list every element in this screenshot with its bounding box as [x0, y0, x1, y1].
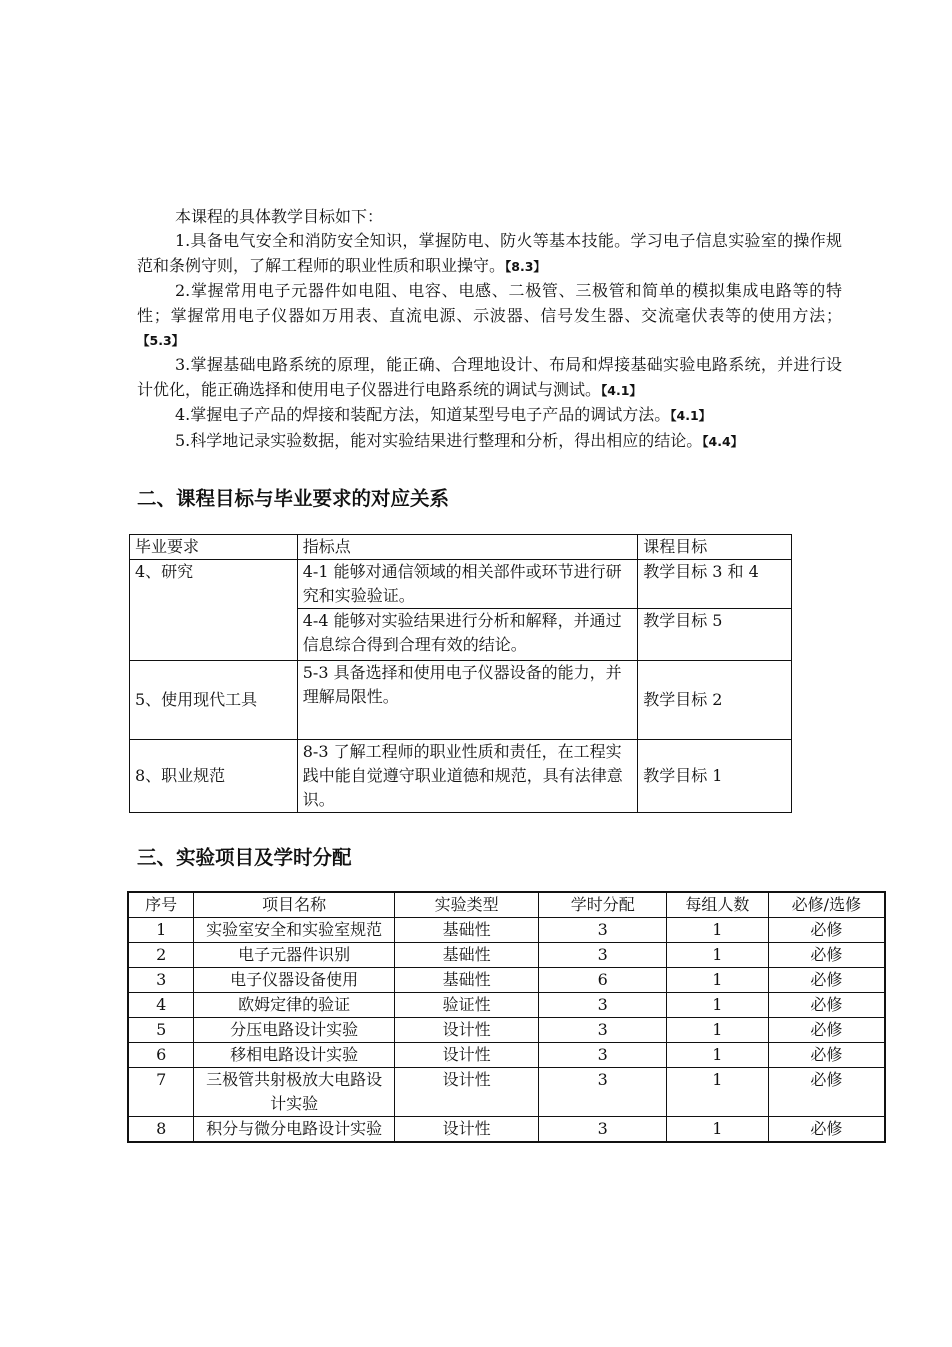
header-cell: 学时分配	[539, 892, 667, 918]
table-row	[130, 661, 792, 740]
header-cell: 项目名称	[194, 892, 394, 918]
table-row	[128, 993, 885, 1018]
table-row	[130, 560, 792, 609]
hours-cell: 3	[539, 943, 667, 968]
goal-5	[137, 429, 842, 454]
goal-text: 5.科学地记录实验数据，能对实验结果进行整理和分析，得出相应的结论。	[175, 430, 703, 450]
type-cell: 设计性	[394, 1068, 539, 1117]
hours-cell: 3	[539, 918, 667, 943]
type-cell: 设计性	[394, 1018, 539, 1043]
table-header-row	[130, 535, 792, 560]
header-cell: 指标点	[297, 535, 637, 560]
goal-text: 2.掌握常用电子元器件如电阻、电容、电感、二极管、三极管和简单的模拟集成电路等的特性；掌握常用电子仪器如万用表、直流电源、示波器、信号发生器、交流毫伏表等的使用方法；	[137, 281, 842, 325]
group-size-cell: 1	[667, 968, 769, 993]
project-name-cell: 三极管共射极放大电路设计实验	[194, 1068, 394, 1117]
table-row	[128, 1043, 885, 1068]
table-header-row	[128, 892, 885, 918]
index-cell: 5	[128, 1018, 194, 1043]
header-cell: 序号	[128, 892, 194, 918]
goal-tag: 【4.4】	[702, 433, 744, 449]
required-cell: 必修	[768, 943, 885, 968]
goal-tag: 【5.3】	[137, 333, 185, 349]
table-row	[128, 1117, 885, 1143]
requirement-cell: 8、职业规范	[130, 740, 298, 813]
goal-cell: 教学目标 2	[638, 661, 792, 740]
goal-tag: 【8.3】	[505, 258, 546, 274]
group-size-cell: 1	[667, 1043, 769, 1068]
table-row	[128, 918, 885, 943]
goal-3	[137, 353, 842, 403]
requirements-table	[129, 534, 792, 813]
header-cell: 必修/选修	[768, 892, 885, 918]
project-name-cell: 电子仪器设备使用	[194, 968, 394, 993]
goal-cell: 教学目标 1	[638, 740, 792, 813]
goal-text: 1.具备电气安全和消防安全知识，掌握防电、防火等基本技能。学习电子信息实验室的操作规范和条例守则，了解工程师的职业性质和职业操守。	[137, 231, 842, 275]
required-cell: 必修	[768, 1043, 885, 1068]
hours-cell: 3	[539, 1043, 667, 1068]
required-cell: 必修	[768, 1068, 885, 1117]
index-cell: 2	[128, 943, 194, 968]
index-cell: 1	[128, 918, 194, 943]
type-cell: 基础性	[394, 918, 539, 943]
index-cell: 4	[128, 993, 194, 1018]
experiments-table	[127, 891, 886, 1143]
project-name-cell: 电子元器件识别	[194, 943, 394, 968]
header-cell: 毕业要求	[130, 535, 298, 560]
required-cell: 必修	[768, 968, 885, 993]
project-name-cell: 分压电路设计实验	[194, 1018, 394, 1043]
goal-cell: 教学目标 3 和 4	[638, 560, 792, 609]
index-cell: 6	[128, 1043, 194, 1068]
hours-cell: 3	[539, 993, 667, 1018]
requirement-cell: 4、研究	[130, 560, 298, 661]
table-row	[128, 1018, 885, 1043]
type-cell: 基础性	[394, 968, 539, 993]
index-cell: 7	[128, 1068, 194, 1117]
header-cell: 每组人数	[667, 892, 769, 918]
table-row	[128, 968, 885, 993]
index-cell: 3	[128, 968, 194, 993]
indicator-cell: 4-4 能够对实验结果进行分析和解释，并通过信息综合得到合理有效的结论。	[297, 609, 637, 661]
index-cell: 8	[128, 1117, 194, 1143]
indicator-cell: 5-3 具备选择和使用电子仪器设备的能力，并理解局限性。	[297, 661, 637, 740]
hours-cell: 3	[539, 1068, 667, 1117]
header-cell: 课程目标	[638, 535, 792, 560]
header-cell: 实验类型	[394, 892, 539, 918]
table-row	[128, 1068, 885, 1117]
indicator-cell: 4-1 能够对通信领域的相关部件或环节进行研究和实验验证。	[297, 560, 637, 609]
table-row	[128, 943, 885, 968]
required-cell: 必修	[768, 918, 885, 943]
type-cell: 基础性	[394, 943, 539, 968]
required-cell: 必修	[768, 1117, 885, 1143]
project-name-cell: 实验室安全和实验室规范	[194, 918, 394, 943]
hours-cell: 6	[539, 968, 667, 993]
project-name-cell: 移相电路设计实验	[194, 1043, 394, 1068]
group-size-cell: 1	[667, 918, 769, 943]
group-size-cell: 1	[667, 993, 769, 1018]
goal-tag: 【4.1】	[670, 408, 712, 424]
type-cell: 设计性	[394, 1117, 539, 1143]
required-cell: 必修	[768, 1018, 885, 1043]
project-name-cell: 积分与微分电路设计实验	[194, 1117, 394, 1143]
section3-title: 三、实验项目及学时分配	[137, 846, 352, 869]
requirement-cell: 5、使用现代工具	[130, 661, 298, 740]
goal-2	[137, 279, 842, 353]
type-cell: 设计性	[394, 1043, 539, 1068]
goal-cell: 教学目标 5	[638, 609, 792, 661]
goal-tag: 【4.1】	[601, 382, 642, 398]
goal-4	[137, 403, 842, 428]
hours-cell: 3	[539, 1018, 667, 1043]
section2-title: 二、课程目标与毕业要求的对应关系	[137, 487, 450, 510]
group-size-cell: 1	[667, 1018, 769, 1043]
goal-text: 4.掌握电子产品的焊接和装配方法，知道某型号电子产品的调试方法。	[175, 405, 671, 425]
type-cell: 验证性	[394, 993, 539, 1018]
group-size-cell: 1	[667, 943, 769, 968]
table-row	[130, 740, 792, 813]
group-size-cell: 1	[667, 1068, 769, 1117]
goal-1	[137, 229, 842, 279]
goal-text: 3.掌握基础电路系统的原理，能正确、合理地设计、布局和焊接基础实验电路系统，并进行设计优化，能正确选择和使用电子仪器进行电路系统的调试与测试。	[137, 355, 842, 399]
goals-heading: 本课程的具体教学目标如下：	[175, 207, 384, 226]
group-size-cell: 1	[667, 1117, 769, 1143]
hours-cell: 3	[539, 1117, 667, 1143]
required-cell: 必修	[768, 993, 885, 1018]
indicator-cell: 8-3 了解工程师的职业性质和责任，在工程实践中能自觉遵守职业道德和规范，具有法律意识。	[297, 740, 637, 813]
project-name-cell: 欧姆定律的验证	[194, 993, 394, 1018]
course-goals	[137, 205, 842, 454]
